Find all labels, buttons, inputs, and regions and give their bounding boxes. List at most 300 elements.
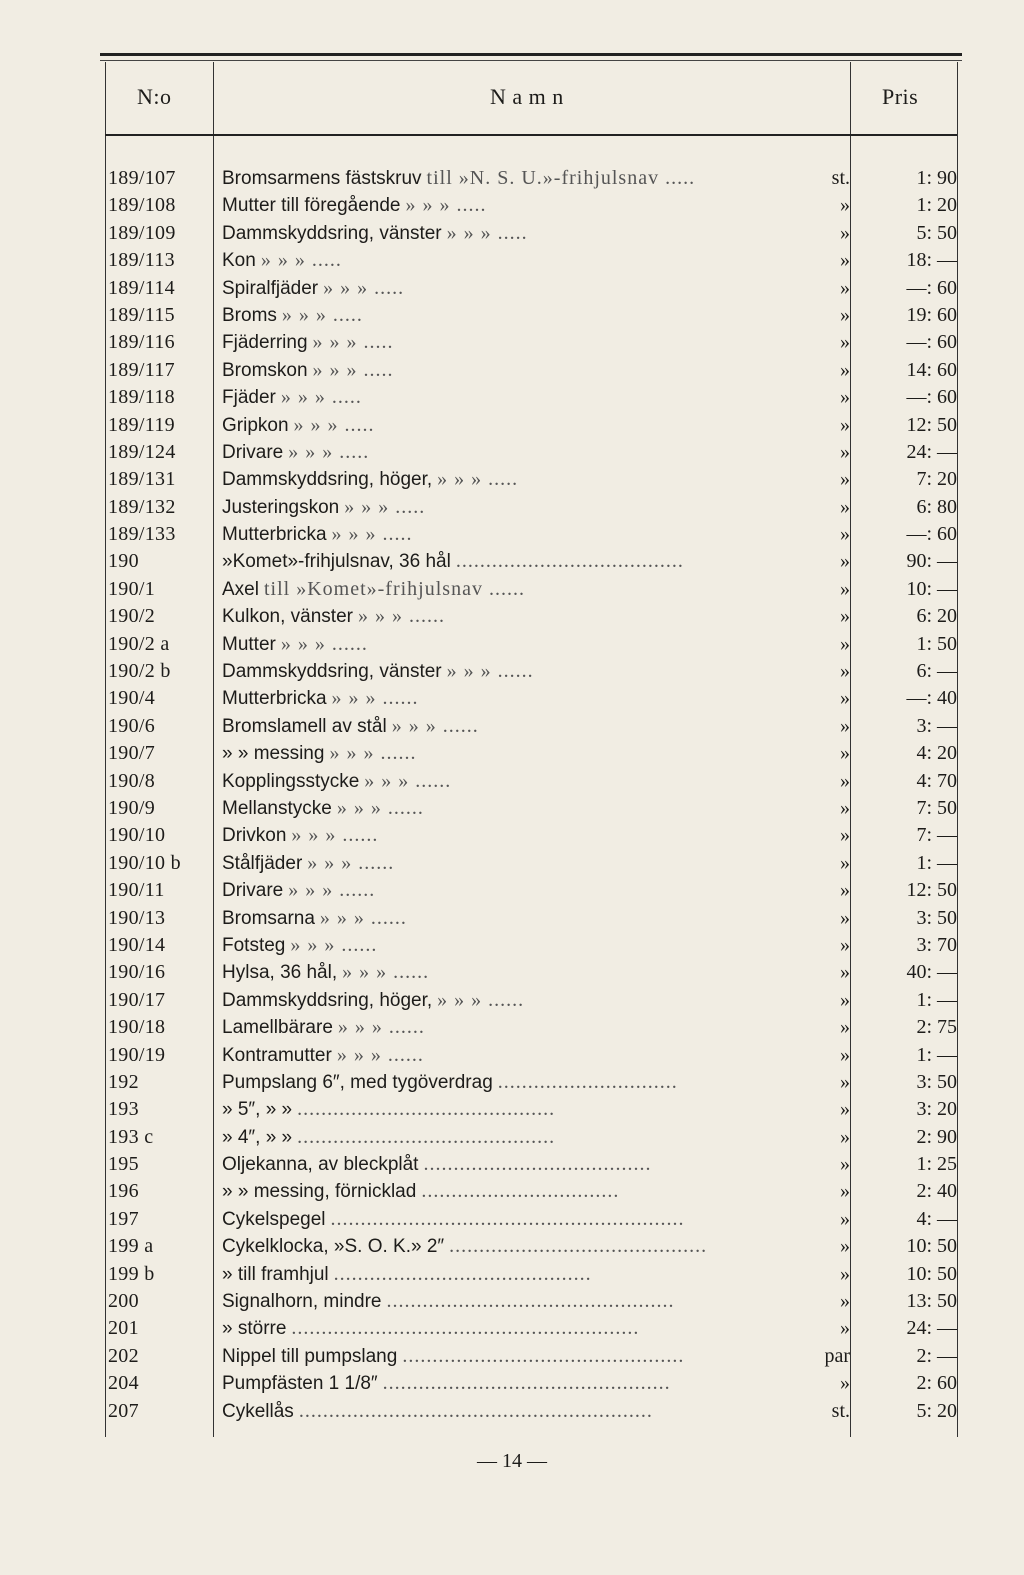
item-tail: ..............................	[497, 1070, 678, 1093]
item-number: 189/115	[108, 303, 175, 326]
table-row	[0, 768, 1024, 795]
item-unit: »	[840, 221, 850, 244]
item-price: 1: 20	[916, 194, 957, 217]
item-name: Kulkon, vänster	[222, 606, 353, 628]
item-unit: »	[840, 1262, 850, 1285]
item-number: 190	[108, 550, 139, 573]
item-tail: » » » ......	[290, 933, 378, 956]
item-number: 190/2 a	[108, 632, 170, 655]
item-number: 190/18	[108, 1016, 166, 1039]
item-unit: »	[840, 1180, 850, 1203]
item-number: 190/16	[108, 961, 166, 984]
item-price: 7: 50	[916, 796, 957, 819]
table-row	[0, 275, 1024, 302]
item-unit: »	[840, 468, 850, 491]
item-price: 12: 50	[906, 413, 957, 436]
item-number: 199 b	[108, 1262, 155, 1285]
item-price: 10: 50	[906, 1235, 957, 1258]
item-tail: ................................................	[386, 1290, 675, 1313]
table-row	[0, 357, 1024, 384]
table-row	[0, 685, 1024, 712]
item-name: Fjäder	[222, 387, 276, 409]
item-number: 190/19	[108, 1043, 166, 1066]
page-number: — 14 —	[477, 1450, 547, 1472]
table-row	[0, 412, 1024, 439]
item-name: Kon	[222, 250, 256, 272]
item-price: 18: —	[906, 249, 957, 272]
item-number: 190/9	[108, 796, 156, 819]
header-name: N a m n	[490, 84, 564, 109]
item-name-cell	[222, 329, 850, 356]
table-row	[0, 576, 1024, 603]
top-rule-thin	[100, 60, 962, 61]
item-name: Nippel till pumpslang	[222, 1345, 398, 1367]
item-number: 190/14	[108, 933, 166, 956]
item-tail: » » » ......	[331, 687, 419, 710]
table-row	[0, 302, 1024, 329]
item-tail: » » » .....	[331, 523, 413, 546]
item-name-cell	[222, 1343, 850, 1370]
item-unit: »	[840, 714, 850, 737]
item-price: 5: 20	[916, 1399, 957, 1422]
item-price: 5: 50	[916, 221, 957, 244]
item-name-cell	[222, 1069, 850, 1096]
item-name: Mellanstycke	[222, 797, 332, 819]
item-number: 189/107	[108, 167, 176, 189]
item-price: 12: 50	[906, 879, 957, 902]
item-name: Bromskon	[222, 359, 308, 381]
item-number: 190/2	[108, 605, 156, 628]
item-tail: » » » ......	[446, 660, 534, 683]
table-row	[0, 822, 1024, 849]
item-name: Cykelspegel	[222, 1208, 326, 1230]
item-unit: par	[824, 1344, 850, 1367]
item-number: 190/4	[108, 687, 156, 710]
item-name: Kontramutter	[222, 1044, 332, 1066]
table-row	[0, 548, 1024, 575]
item-name-cell	[222, 521, 850, 548]
item-name: Dammskyddsring, vänster	[222, 222, 442, 244]
table-row	[0, 959, 1024, 986]
table-row	[0, 1206, 1024, 1233]
item-number: 189/118	[108, 386, 175, 409]
item-price: 3: 50	[916, 906, 957, 929]
item-name-cell	[222, 987, 850, 1014]
item-name-cell	[222, 713, 850, 740]
item-unit: st.	[831, 167, 850, 189]
table-row	[0, 1261, 1024, 1288]
table-row	[0, 631, 1024, 658]
item-name-cell	[222, 302, 850, 329]
table-row	[0, 329, 1024, 356]
item-unit: »	[840, 933, 850, 956]
item-price: 10: —	[906, 577, 957, 600]
item-number: 197	[108, 1207, 139, 1230]
item-name: Cykelklocka, »S. O. K.» 2″	[222, 1236, 445, 1258]
item-unit: »	[840, 632, 850, 655]
item-price: 1: —	[916, 851, 957, 874]
item-tail: » » » ......	[337, 1016, 425, 1039]
header-price: Pris	[882, 84, 919, 109]
item-number: 199 a	[108, 1235, 154, 1258]
item-price: 19: 60	[906, 303, 957, 326]
table-row	[0, 987, 1024, 1014]
item-unit: »	[840, 824, 850, 847]
table-row	[0, 1343, 1024, 1370]
table-row	[0, 1096, 1024, 1123]
item-name: Pumpfästen 1 1/8″	[222, 1373, 378, 1395]
item-number: 189/117	[108, 358, 175, 381]
item-name: Drivkon	[222, 825, 287, 847]
item-price: 3: 50	[916, 1070, 957, 1093]
item-name: Dammskyddsring, höger,	[222, 989, 433, 1011]
item-number: 193	[108, 1098, 139, 1121]
item-tail: ......................................	[423, 1153, 652, 1176]
item-tail: » » » .....	[260, 249, 342, 272]
item-tail: » » » ......	[391, 714, 479, 737]
item-price: —: 60	[906, 276, 957, 299]
table-row	[0, 192, 1024, 219]
top-rule	[100, 53, 962, 56]
item-tail: ...........................................	[333, 1262, 592, 1285]
item-name: Mutter	[222, 633, 276, 655]
table-row	[0, 877, 1024, 904]
item-tail: » » » .....	[280, 386, 362, 409]
item-price: 4: —	[916, 1207, 957, 1230]
item-tail: » » » .....	[437, 468, 519, 491]
item-name: Signalhorn, mindre	[222, 1291, 382, 1313]
item-name-cell	[222, 192, 850, 219]
item-unit: »	[840, 1016, 850, 1039]
item-name: » » messing	[222, 743, 325, 765]
item-name-cell	[222, 1206, 850, 1233]
table-row	[0, 795, 1024, 822]
item-price: 3: —	[916, 714, 957, 737]
table-row	[0, 850, 1024, 877]
item-number: 190/17	[108, 988, 166, 1011]
table-row	[0, 384, 1024, 411]
item-name-cell	[222, 1398, 850, 1425]
item-name: Bromslamell av stål	[222, 715, 387, 737]
table-row	[0, 439, 1024, 466]
item-name: Hylsa, 36 hål,	[222, 962, 338, 984]
item-number: 189/132	[108, 495, 176, 518]
item-unit: »	[840, 1317, 850, 1340]
item-name-cell	[222, 384, 850, 411]
item-name: Spiralfjäder	[222, 277, 319, 299]
item-tail: » » » .....	[344, 495, 426, 518]
item-name: Mutterbricka	[222, 524, 327, 546]
item-name-cell	[222, 1151, 850, 1178]
item-unit: »	[840, 194, 850, 217]
item-name: Mutter till föregående	[222, 195, 401, 217]
table-row	[0, 1151, 1024, 1178]
item-number: 202	[108, 1344, 139, 1367]
item-tail: » » » ......	[329, 742, 417, 765]
item-price: 1: —	[916, 1043, 957, 1066]
item-price: 4: 20	[916, 742, 957, 765]
item-name: Dammskyddsring, vänster	[222, 661, 442, 683]
item-name-cell	[222, 1261, 850, 1288]
item-unit: »	[840, 961, 850, 984]
item-number: 189/133	[108, 523, 176, 546]
item-name-cell	[222, 1014, 850, 1041]
item-number: 190/11	[108, 879, 165, 902]
item-tail: » » » .....	[281, 303, 363, 326]
item-name-cell	[222, 1096, 850, 1123]
table-row	[0, 1042, 1024, 1069]
item-price: 24: —	[906, 1317, 957, 1340]
item-price: 4: 70	[916, 769, 957, 792]
item-name-cell	[222, 275, 850, 302]
item-price: 2: 60	[916, 1372, 957, 1395]
item-tail: ......................................	[455, 550, 684, 573]
item-unit: »	[840, 1372, 850, 1395]
item-price: 2: 75	[916, 1016, 957, 1039]
item-unit: »	[840, 605, 850, 628]
item-tail: » » » ......	[336, 1043, 424, 1066]
item-tail: » » » ......	[336, 796, 424, 819]
item-unit: »	[840, 687, 850, 710]
item-price: —: 60	[906, 386, 957, 409]
table-row	[0, 466, 1024, 493]
item-name-cell	[222, 247, 850, 274]
item-number: 193 c	[108, 1125, 154, 1148]
item-tail: ...........................................	[297, 1125, 556, 1148]
item-name-cell	[222, 603, 850, 630]
item-tail: » » » ......	[357, 605, 445, 628]
item-unit: st.	[831, 1399, 850, 1422]
item-number: 190/10 b	[108, 851, 181, 874]
item-price: 7: 20	[916, 468, 957, 491]
item-tail: » » » ......	[280, 632, 368, 655]
item-name-cell	[222, 850, 850, 877]
item-tail: » » » ......	[288, 879, 376, 902]
table-row	[0, 494, 1024, 521]
table-row	[0, 603, 1024, 630]
item-price: 1: 50	[916, 632, 957, 655]
item-name-cell	[222, 795, 850, 822]
table-row	[0, 1233, 1024, 1260]
item-number: 189/119	[108, 413, 175, 436]
item-tail: » » » .....	[312, 358, 394, 381]
item-number: 189/124	[108, 440, 176, 463]
item-unit: »	[840, 550, 850, 573]
item-unit: »	[840, 1207, 850, 1230]
item-number: 207	[108, 1399, 139, 1422]
item-unit: »	[840, 879, 850, 902]
item-name-cell	[222, 932, 850, 959]
item-price: 90: —	[906, 550, 957, 573]
item-tail: » » » .....	[446, 221, 528, 244]
table-row	[0, 220, 1024, 247]
item-number: 204	[108, 1372, 139, 1395]
item-number: 200	[108, 1290, 139, 1313]
item-unit: »	[840, 303, 850, 326]
item-name: Stålfjäder	[222, 852, 303, 874]
item-name-cell	[222, 1124, 850, 1151]
item-name: Lamellbärare	[222, 1017, 333, 1039]
item-name: Bromsarmens fästskruv	[222, 168, 422, 189]
item-number: 192	[108, 1070, 139, 1093]
item-name-cell	[222, 658, 850, 685]
item-price: 13: 50	[906, 1290, 957, 1313]
item-unit: »	[840, 577, 850, 600]
item-unit: »	[840, 660, 850, 683]
item-name: Axel	[222, 578, 259, 600]
item-number: 189/116	[108, 331, 175, 354]
table-row	[0, 1370, 1024, 1397]
item-number: 189/113	[108, 249, 175, 272]
item-name-cell	[222, 439, 850, 466]
item-tail: » » » .....	[293, 413, 375, 436]
item-unit: »	[840, 906, 850, 929]
item-price: 7: —	[916, 824, 957, 847]
item-name: Bromsarna	[222, 907, 315, 929]
item-tail: » » » ......	[319, 906, 407, 929]
item-number: 190/7	[108, 742, 156, 765]
item-tail: till »Komet»-frihjulsnav ......	[263, 577, 525, 600]
item-unit: »	[840, 851, 850, 874]
item-unit: »	[840, 1153, 850, 1176]
item-name-cell	[222, 631, 850, 658]
item-number: 195	[108, 1153, 139, 1176]
item-name: Fotsteg	[222, 934, 286, 956]
item-tail: ...........................................................	[330, 1207, 685, 1230]
item-tail: ...........................................	[297, 1098, 556, 1121]
table-row	[0, 713, 1024, 740]
item-tail: » » » ......	[291, 824, 379, 847]
item-unit: »	[840, 1070, 850, 1093]
item-name: » » messing, förnicklad	[222, 1181, 417, 1203]
item-price: 3: 70	[916, 933, 957, 956]
item-name: »Komet»-frihjulsnav, 36 hål	[222, 551, 451, 573]
item-number: 190/10	[108, 824, 166, 847]
item-name-cell	[222, 357, 850, 384]
item-price: 10: 50	[906, 1262, 957, 1285]
table-row	[0, 165, 1024, 192]
item-name-cell	[222, 466, 850, 493]
item-name-cell	[222, 740, 850, 767]
item-tail: ................................................	[382, 1372, 671, 1395]
item-tail: » » » .....	[405, 194, 487, 217]
item-unit: »	[840, 440, 850, 463]
item-price: 2: 90	[916, 1125, 957, 1148]
item-tail: » » » ......	[437, 988, 525, 1011]
item-unit: »	[840, 413, 850, 436]
item-tail: ...........................................................	[298, 1399, 653, 1422]
item-name: Drivare	[222, 880, 284, 902]
item-tail: » » » ......	[307, 851, 395, 874]
item-price: 2: 40	[916, 1180, 957, 1203]
item-name-cell	[222, 1315, 850, 1342]
item-unit: »	[840, 742, 850, 765]
item-name-cell	[222, 1042, 850, 1069]
item-name-cell	[222, 548, 850, 575]
item-name: Cykellås	[222, 1400, 294, 1422]
item-unit: »	[840, 358, 850, 381]
item-name-cell	[222, 165, 850, 192]
item-name-cell	[222, 685, 850, 712]
item-name: Gripkon	[222, 414, 289, 436]
table-row	[0, 658, 1024, 685]
item-name-cell	[222, 768, 850, 795]
item-unit: »	[840, 1290, 850, 1313]
item-name: » till framhjul	[222, 1263, 329, 1285]
item-number: 190/13	[108, 906, 166, 929]
item-price: 1: 25	[916, 1153, 957, 1176]
item-price: —: 60	[906, 523, 957, 546]
item-unit: »	[840, 331, 850, 354]
table-row	[0, 1288, 1024, 1315]
item-price: —: 60	[906, 331, 957, 354]
item-unit: »	[840, 988, 850, 1011]
item-price: 6: 20	[916, 605, 957, 628]
item-name: » 4″, » »	[222, 1126, 293, 1148]
table-row	[0, 740, 1024, 767]
table-row	[0, 247, 1024, 274]
item-name: Oljekanna, av bleckplåt	[222, 1154, 419, 1176]
item-price: 6: 80	[916, 495, 957, 518]
item-number: 190/1	[108, 577, 156, 600]
item-tail: » » » .....	[288, 440, 370, 463]
item-name-cell	[222, 822, 850, 849]
item-tail: » » » .....	[312, 331, 394, 354]
item-name: Drivare	[222, 441, 284, 463]
item-number: 190/2 b	[108, 660, 171, 683]
item-unit: »	[840, 276, 850, 299]
item-name: » större	[222, 1318, 287, 1340]
table-row	[0, 1014, 1024, 1041]
item-price: 6: —	[916, 660, 957, 683]
item-price: —: 40	[906, 687, 957, 710]
item-tail: ...............................................	[402, 1344, 685, 1367]
item-unit: »	[840, 523, 850, 546]
item-unit: »	[840, 386, 850, 409]
item-name-cell	[222, 877, 850, 904]
item-price: 3: 20	[916, 1098, 957, 1121]
item-unit: »	[840, 1235, 850, 1258]
item-name-cell	[222, 1233, 850, 1260]
item-number: 196	[108, 1180, 139, 1203]
item-name-cell	[222, 220, 850, 247]
item-number: 190/8	[108, 769, 156, 792]
item-price: 2: —	[916, 1344, 957, 1367]
table-row	[0, 1178, 1024, 1205]
item-name-cell	[222, 1288, 850, 1315]
item-tail: till »N. S. U.»-frihjulsnav .....	[426, 167, 696, 189]
item-name: Fjäderring	[222, 332, 308, 354]
item-tail: » » » .....	[323, 276, 405, 299]
table-row	[0, 905, 1024, 932]
item-tail: » » » ......	[364, 769, 452, 792]
item-unit: »	[840, 495, 850, 518]
item-number: 189/114	[108, 276, 175, 299]
item-tail: ...........................................	[449, 1235, 708, 1258]
item-unit: »	[840, 769, 850, 792]
item-unit: »	[840, 249, 850, 272]
item-tail: » » » ......	[342, 961, 430, 984]
item-number: 190/6	[108, 714, 156, 737]
item-name: Pumpslang 6″, med tygöverdrag	[222, 1071, 493, 1093]
table-row	[0, 932, 1024, 959]
table-row	[0, 521, 1024, 548]
table-row	[0, 1069, 1024, 1096]
item-number: 189/108	[108, 194, 176, 217]
item-name-cell	[222, 1370, 850, 1397]
item-name-cell	[222, 905, 850, 932]
item-name: Mutterbricka	[222, 688, 327, 710]
